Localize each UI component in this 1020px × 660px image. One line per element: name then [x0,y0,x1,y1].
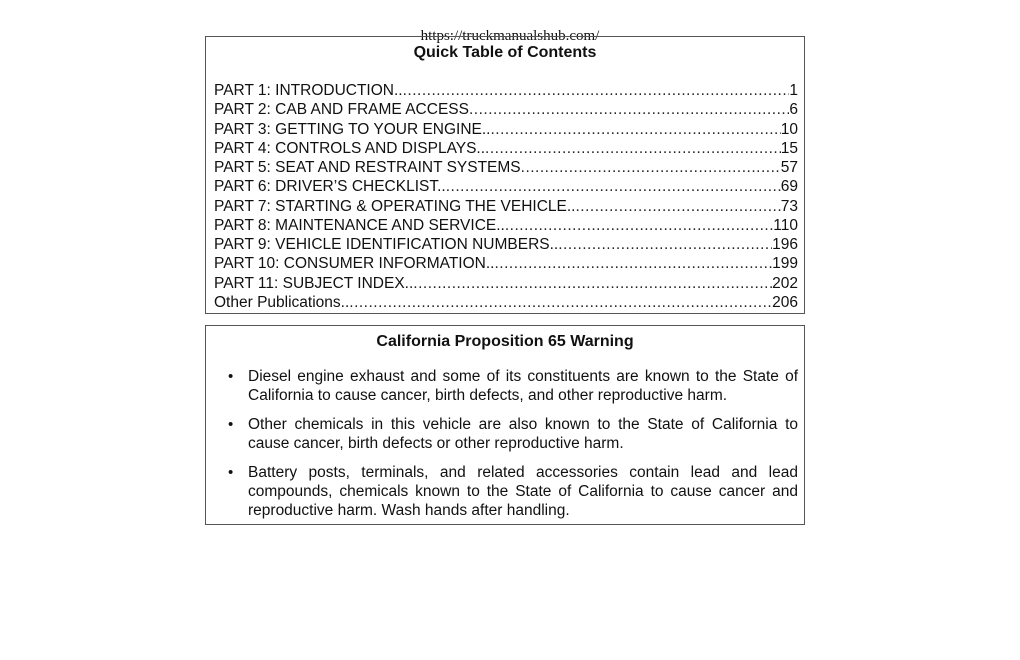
toc-list [214,81,798,312]
toc-leader-dots [403,81,790,100]
toc-entry-page: 1 [789,82,798,99]
bullet-icon: • [228,368,234,385]
toc-entry-page: 73 [780,197,798,215]
toc-entry-page: 6 [789,101,798,119]
toc-entry[interactable] [214,197,798,216]
toc-leader-dots [349,293,772,312]
toc-leader-dots [485,139,781,158]
toc-entry-page: 199 [772,255,798,273]
toc-entry-label: PART 3: GETTING TO YOUR ENGINE.. [214,120,491,138]
warning-item-text: Other chemicals in this vehicle are also known to the State of California to cause cancer, birth defects or other reproductive harm. [248,415,798,453]
toc-leader-dots [469,100,789,119]
warning-item [222,463,798,521]
toc-entry[interactable] [214,216,798,235]
toc-leader-dots [558,235,772,254]
toc-leader-dots [494,254,772,273]
warning-item-text: Diesel engine exhaust and some of its constituents are known to the State of California to cause cancer, birth defects, and other reproductive harm. [248,368,798,405]
prop65-warning-box [205,325,805,525]
toc-entry[interactable] [214,139,798,158]
toc-entry[interactable] [214,177,798,196]
toc-entry-page: 110 [773,216,798,234]
toc-entry[interactable] [214,158,798,177]
toc-leader-dots [446,177,781,196]
toc-entry[interactable] [214,254,798,273]
toc-entry-label: Other Publications.. [214,293,350,311]
warning-item [222,415,798,453]
toc-entry-page: 202 [772,274,798,292]
warning-title: California Proposition 65 Warning [376,333,634,350]
toc-entry[interactable] [214,100,798,119]
toc-entry[interactable] [214,235,798,254]
toc-leader-dots [521,158,781,177]
toc-leader-dots [505,216,773,235]
toc-entry-label: PART 1: INTRODUCTION.. [214,82,403,99]
toc-entry-page: 10 [780,120,798,138]
warning-item-text: Battery posts, terminals, and related accessories contain lead and lead compounds, chemicals known to the State of California to cause cancer and reproductive harm. Wash hands after handling. [248,463,798,520]
toc-leader-dots [413,274,772,293]
toc-entry-page: 206 [772,293,798,311]
warning-list [222,367,798,530]
toc-leader-dots [575,197,780,216]
warning-item [222,367,798,405]
toc-entry-label: PART 2: CAB AND FRAME ACCESS [214,101,469,119]
toc-entry-label: PART 5: SEAT AND RESTRAINT SYSTEMS [214,159,521,176]
toc-leader-dots [490,120,780,139]
source-url: https://truckmanualshub.com/ [420,28,600,44]
toc-entry-label: PART 6: DRIVER’S CHECKLIST.. [214,178,446,196]
toc-entry-label: PART 7: STARTING & OPERATING THE VEHICLE.. [214,197,576,215]
toc-entry-label: PART 9: VEHICLE IDENTIFICATION NUMBERS.. [214,236,559,253]
toc-title: Quick Table of Contents [413,44,597,61]
toc-entry[interactable] [214,274,798,293]
toc-entry-page: 15 [780,139,798,157]
toc-entry-page: 196 [772,236,798,253]
toc-entry[interactable] [214,81,798,100]
table-of-contents-box [205,36,805,314]
bullet-icon: • [228,463,234,481]
toc-entry[interactable] [214,120,798,139]
toc-entry[interactable] [214,293,798,312]
toc-entry-label: PART 8: MAINTENANCE AND SERVICE.. [214,216,505,234]
toc-entry-label: PART 4: CONTROLS AND DISPLAYS.. [214,139,486,157]
toc-entry-label: PART 10: CONSUMER INFORMATION.. [214,255,495,273]
bullet-icon: • [228,415,234,433]
toc-entry-label: PART 11: SUBJECT INDEX.. [214,274,414,292]
toc-entry-page: 69 [780,178,798,196]
toc-entry-page: 57 [780,159,798,176]
